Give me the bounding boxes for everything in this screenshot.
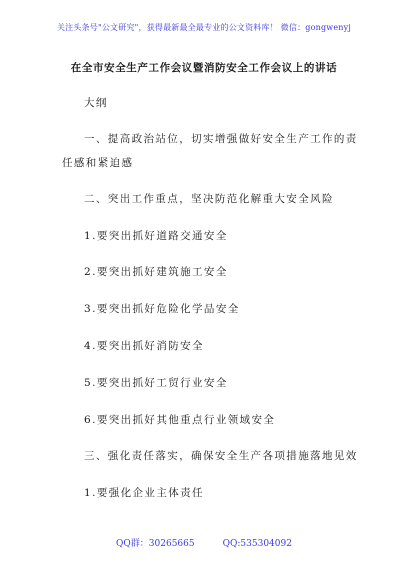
item-fire-safety: 4.要突出抓好消防安全	[84, 340, 204, 352]
header-note: 关注头条号"公文研究"，获得最新最全最专业的公文资料库！ 微信：gongwenyj	[56, 23, 352, 32]
section-three: 三、强化责任落实，确保安全生产各项措施落地见效	[84, 450, 358, 462]
document-title: 在全市安全生产工作会议暨消防安全工作会议上的讲话	[70, 62, 338, 74]
section-one-line-1: 一、提高政治站位，切实增强做好安全生产工作的责	[84, 133, 358, 145]
item-enterprise-responsibility: 1.要强化企业主体责任	[84, 487, 204, 499]
item-hazardous-chemicals: 3.要突出抓好危险化学品安全	[84, 303, 240, 315]
footer-qq: QQ:535304092	[222, 539, 292, 549]
footer-contact	[0, 536, 408, 549]
outline-heading: 大纲	[84, 97, 108, 109]
footer-qq-group: QQ群：30265665	[116, 539, 195, 549]
item-other-sectors: 6.要突出抓好其他重点行业领域安全	[84, 414, 276, 426]
item-industry-trade: 5.要突出抓好工贸行业安全	[84, 377, 228, 389]
item-construction: 2.要突出抓好建筑施工安全	[84, 266, 228, 278]
section-one-line-2: 任感和紧迫感	[62, 157, 134, 169]
section-two: 二、突出工作重点，坚决防范化解重大安全风险	[84, 193, 334, 205]
item-road-traffic: 1.要突出抓好道路交通安全	[84, 230, 228, 242]
